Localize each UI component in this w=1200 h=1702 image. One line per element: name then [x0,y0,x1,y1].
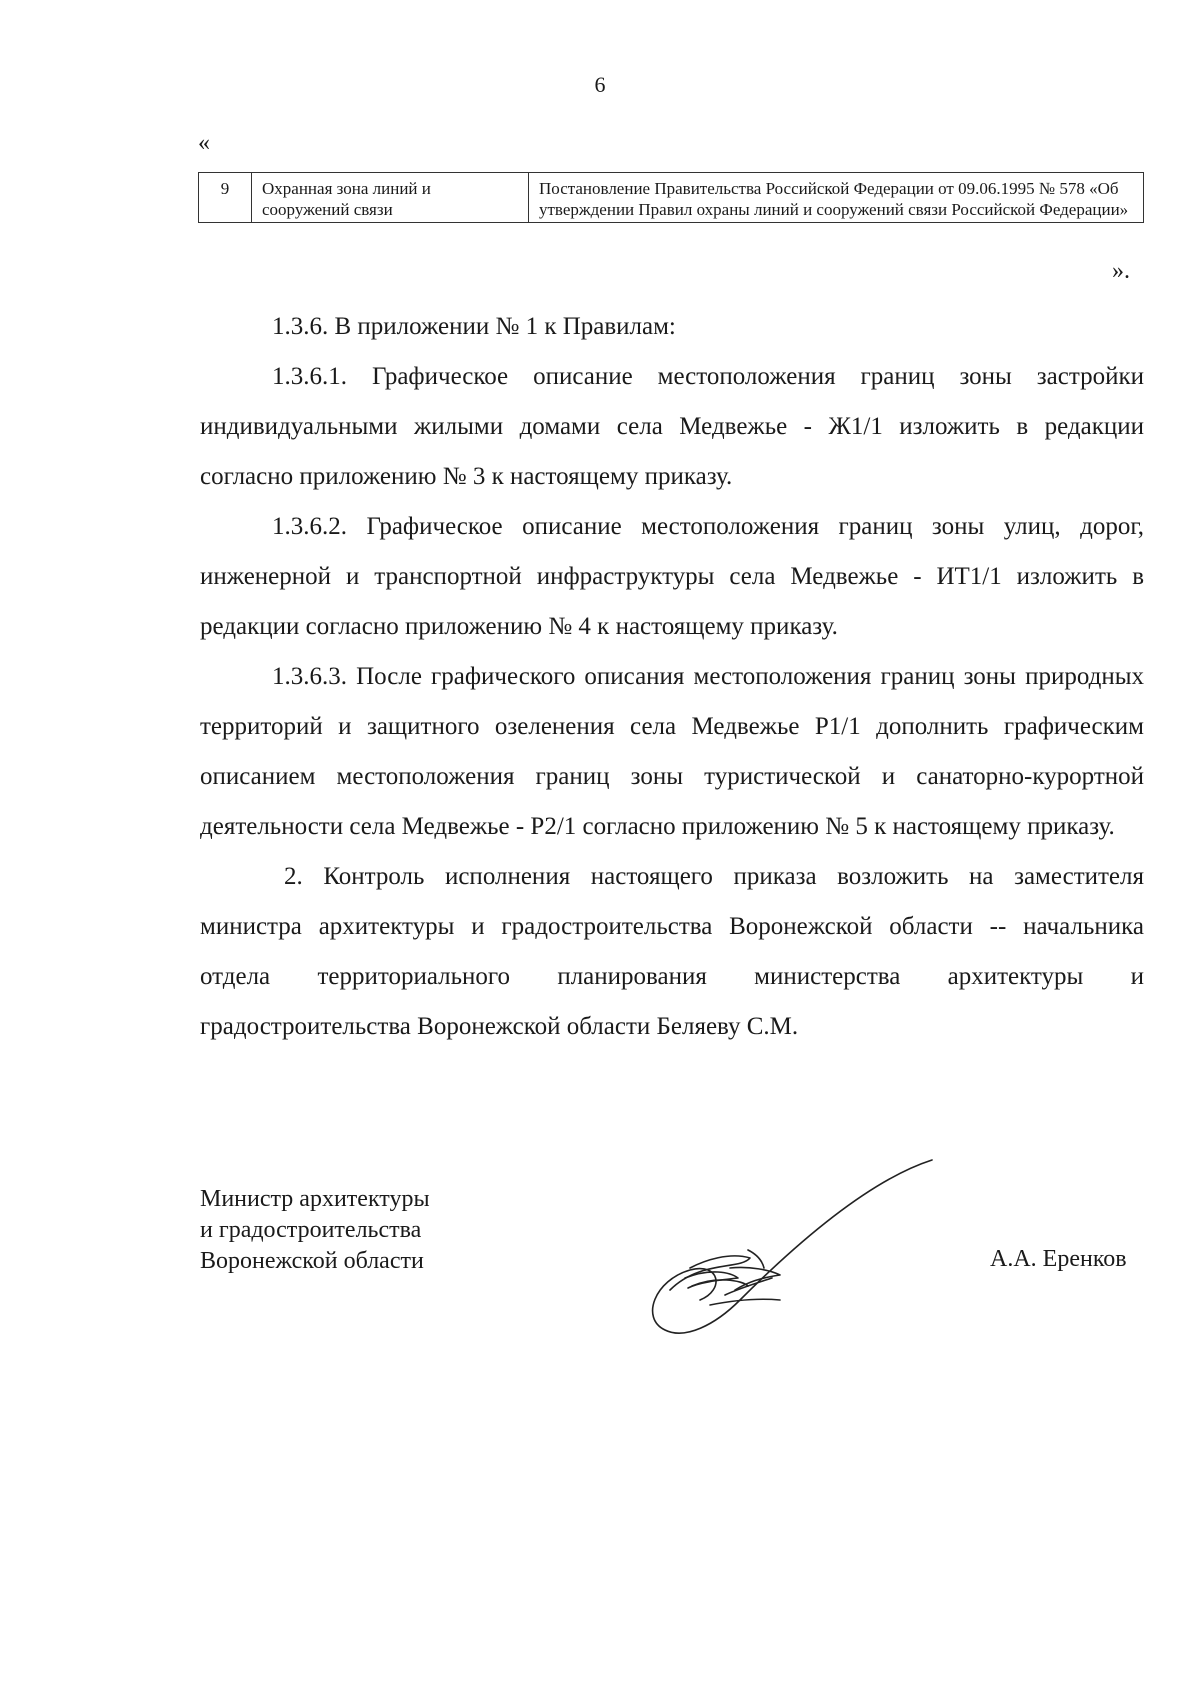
amendment-table [198,172,1144,223]
signatory-title-line: и градостроительства [200,1217,422,1243]
zone-name-cell: Охранная зона линий и сооружений связи [252,173,529,223]
page-number: 6 [594,72,606,97]
signatory-title-line: Воронежской области [200,1248,424,1274]
signatory-name: А.А. Еренков [990,1246,1127,1272]
paragraph-1-3-6-3: 1.3.6.3. После графического описания местоположения границ зоны природных территорий и защитного озеленения села Медвежье Р1/1 дополнить графическим описанием местоположения границ зоны туристической и санаторно-курортной деятельности села Медвежье - Р2/1 согласно приложению № 5 к настоящему приказу. [200,663,1144,840]
signatory-title [200,1184,430,1277]
signatory-title-line: Министр архитектуры [200,1186,430,1212]
paragraph-2: 2. Контроль исполнения настоящего приказа возложить на заместителя министра архитектуры и градостроительства Воронежской области -- начальника отдела территориального планирования министерства архитектуры и градостроительства Воронежской области Беляеву С.М. [200,863,1144,1040]
handwritten-signature [630,1150,950,1350]
paragraph-1-3-6-1: 1.3.6.1. Графическое описание местоположения границ зоны застройки индивидуальными жилыми домами села Медвежье - Ж1/1 изложить в редакции согласно приложению № 3 к настоящему приказу. [200,363,1144,490]
paragraph-1-3-6: 1.3.6. В приложении № 1 к Правилам: [272,313,676,340]
table-row [199,173,1144,223]
document-body [200,302,1144,1052]
row-number-cell: 9 [199,173,252,223]
legal-basis-cell: Постановление Правительства Российской Федерации от 09.06.1995 № 578 «Об утверждении Правил охраны линий и сооружений связи Российской Федерации» [529,173,1144,223]
paragraph-1-3-6-2: 1.3.6.2. Графическое описание местоположения границ зоны улиц, дорог, инженерной и транспортной инфраструктуры села Медвежье - ИТ1/1 изложить в редакции согласно приложению № 4 к настоящему приказу. [200,513,1144,640]
closing-quote-mark: ». [1112,258,1130,284]
opening-quote-mark: « [198,130,210,156]
